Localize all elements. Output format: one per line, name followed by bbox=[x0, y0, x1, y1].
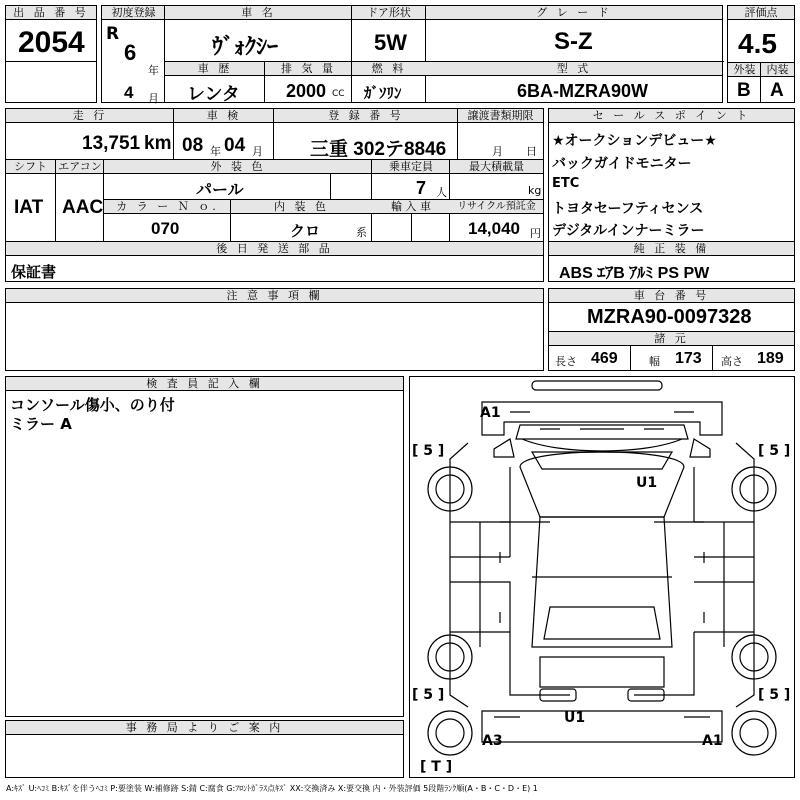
interior-color: クロ bbox=[290, 222, 321, 240]
lot-number-box bbox=[5, 5, 97, 103]
capacity-label: 乗車定員 bbox=[372, 160, 450, 174]
load-unit: kg bbox=[528, 184, 542, 197]
exterior-label: 外装 bbox=[728, 63, 761, 77]
aircon-label: エアコン bbox=[56, 160, 104, 174]
width: 173 bbox=[675, 350, 702, 367]
office-box bbox=[5, 720, 404, 778]
model-code: 6BA-MZRA90W bbox=[517, 81, 649, 101]
grade-label: グ レ ー ド bbox=[426, 6, 722, 20]
sales-point: ETC bbox=[552, 176, 580, 191]
reg-no-label: 登 録 番 号 bbox=[274, 109, 458, 123]
vehicle-history: レンタ bbox=[187, 84, 240, 105]
mark-a1-rear: A1 bbox=[702, 733, 723, 749]
lot-number: 2054 bbox=[18, 26, 85, 59]
displacement-label: 排 気 量 bbox=[265, 62, 352, 76]
door-type-label: ドア形状 bbox=[352, 6, 426, 20]
era-letter: R bbox=[106, 24, 120, 44]
chassis-box bbox=[548, 288, 795, 371]
tire-front-left: [ 5 ] bbox=[412, 443, 445, 459]
chassis-number: MZRA90-0097328 bbox=[587, 306, 752, 328]
length-label: 長さ bbox=[555, 355, 577, 368]
tire-rear-left: [ 5 ] bbox=[412, 687, 445, 703]
mileage: 13,751 bbox=[82, 133, 141, 154]
tire-front-right: [ 5 ] bbox=[758, 443, 791, 459]
width-label: 幅 bbox=[649, 355, 660, 368]
deadline-day-unit: 日 bbox=[526, 145, 537, 158]
grade: S-Z bbox=[554, 28, 593, 55]
deadline-label: 譲渡書類期限 bbox=[458, 109, 543, 123]
inspector-box bbox=[5, 376, 404, 717]
notes-label: 注 意 事 項 欄 bbox=[6, 289, 543, 303]
notes-box bbox=[5, 288, 544, 371]
car-name: ｳﾞｫｸｼｰ bbox=[212, 35, 279, 60]
inspector-note: ミラー A bbox=[10, 415, 72, 433]
shift-type: IAT bbox=[14, 197, 44, 218]
later-parts-label: 後 日 発 送 部 品 bbox=[6, 242, 543, 256]
reg-month: 4 bbox=[124, 83, 134, 102]
door-type: 5W bbox=[374, 30, 407, 55]
history-label: 車 歴 bbox=[165, 62, 265, 76]
displacement-unit: CC bbox=[332, 89, 345, 99]
capacity-unit: 人 bbox=[436, 186, 447, 199]
spec-box bbox=[5, 108, 544, 282]
max-load-label: 最大積載量 bbox=[450, 160, 543, 174]
sales-point: デジタルインナーミラー bbox=[552, 223, 705, 239]
mileage-unit: km bbox=[144, 133, 172, 154]
interior-grade: A bbox=[770, 80, 784, 101]
mileage-label: 走 行 bbox=[6, 109, 174, 123]
sales-points-box bbox=[548, 108, 795, 282]
tire-rear-right: [ 5 ] bbox=[758, 687, 791, 703]
overall-score: 4.5 bbox=[738, 28, 777, 59]
lot-number-label: 出 品 番 号 bbox=[6, 6, 96, 20]
interior-label: 内装 bbox=[761, 63, 794, 77]
int-color-label: 内 装 色 bbox=[231, 200, 372, 214]
model-code-label: 型 式 bbox=[426, 62, 722, 76]
inspector-note: コンソール傷小、のり付 bbox=[10, 396, 175, 414]
reg-year: 6 bbox=[124, 40, 137, 65]
deadline-month-unit: 月 bbox=[492, 145, 503, 158]
inspection-month-unit: 月 bbox=[252, 145, 263, 158]
month-unit: 月 bbox=[148, 92, 159, 105]
inspection-label: 車 検 bbox=[174, 109, 274, 123]
year-unit: 年 bbox=[148, 64, 159, 77]
mark-a1-front: A1 bbox=[480, 405, 501, 421]
seating-capacity: 7 bbox=[416, 178, 427, 198]
mark-u1-rear: U1 bbox=[564, 710, 586, 726]
exterior-grade: B bbox=[737, 80, 751, 101]
standard-equipment: ABS ｴｱB ｱﾙﾐ PS PW bbox=[559, 265, 710, 282]
tire-spare: [ T ] bbox=[420, 759, 453, 775]
displacement: 2000 bbox=[286, 81, 327, 101]
length: 469 bbox=[591, 350, 618, 367]
mark-a3-rear: A3 bbox=[482, 733, 503, 749]
first-reg-label: 初度登録 bbox=[102, 6, 165, 20]
sales-points-label: セ ー ル ス ポ イ ン ト bbox=[549, 109, 794, 123]
exterior-color: パール bbox=[196, 180, 244, 199]
equipment-label: 純 正 装 備 bbox=[549, 242, 794, 256]
interior-color-suffix: 系 bbox=[356, 226, 367, 239]
car-outline-diagram bbox=[410, 377, 794, 777]
sales-point: トヨタセーフティセンス bbox=[552, 201, 704, 217]
aircon-type: AAC bbox=[62, 197, 104, 218]
mark-u1-roof: U1 bbox=[636, 475, 658, 491]
color-number: 070 bbox=[151, 219, 180, 238]
later-parts: 保証書 bbox=[11, 263, 57, 281]
ext-color-label: 外 装 色 bbox=[104, 160, 372, 174]
inspection-year-unit: 年 bbox=[210, 145, 221, 158]
score-box bbox=[727, 5, 795, 103]
sales-point: ★オークションデビュー★ bbox=[552, 133, 717, 149]
damage-legend: A:ｷｽﾞ U:ﾍｺﾐ B:ｷｽﾞを伴うﾍｺﾐ P:要塗装 W:補修跡 S:錆 C:腐食 G:ﾌﾛﾝﾄｶﾞﾗｽ点ｷｽﾞ XX:交換済み X:要交換 内・外装評価 5段階ﾗﾝｸ順(A・B・C・D・E) 1 bbox=[6, 784, 538, 793]
fuel-label: 燃 料 bbox=[352, 62, 426, 76]
inspector-label: 検 査 員 記 入 欄 bbox=[6, 377, 403, 391]
height: 189 bbox=[757, 350, 784, 367]
vehicle-header-box bbox=[101, 5, 723, 103]
recycle-label: リサイクル預託金 bbox=[450, 200, 543, 214]
car-diagram-box bbox=[409, 376, 795, 778]
color-no-label: カ ラ ー Ｎ ｏ. bbox=[104, 200, 231, 214]
registration-number: 三重 302テ8846 bbox=[310, 139, 447, 160]
score-label: 評価点 bbox=[728, 6, 794, 20]
import-label: 輸 入 車 bbox=[372, 200, 450, 214]
chassis-label: 車 台 番 号 bbox=[549, 289, 794, 303]
inspection-month: 04 bbox=[224, 135, 246, 156]
sales-point: バックガイドモニター bbox=[552, 156, 692, 172]
car-name-label: 車 名 bbox=[165, 6, 352, 20]
height-label: 高さ bbox=[721, 355, 743, 368]
inspection-year: 08 bbox=[182, 135, 204, 156]
shift-label: シフト bbox=[6, 160, 56, 174]
recycle-fee: 14,040 bbox=[468, 219, 520, 238]
recycle-unit: 円 bbox=[530, 227, 541, 240]
office-label: 事 務 局 よ り ご 案 内 bbox=[6, 721, 403, 735]
fuel: ｶﾞｿﾘﾝ bbox=[364, 84, 402, 102]
dimensions-label: 諸 元 bbox=[549, 332, 794, 346]
